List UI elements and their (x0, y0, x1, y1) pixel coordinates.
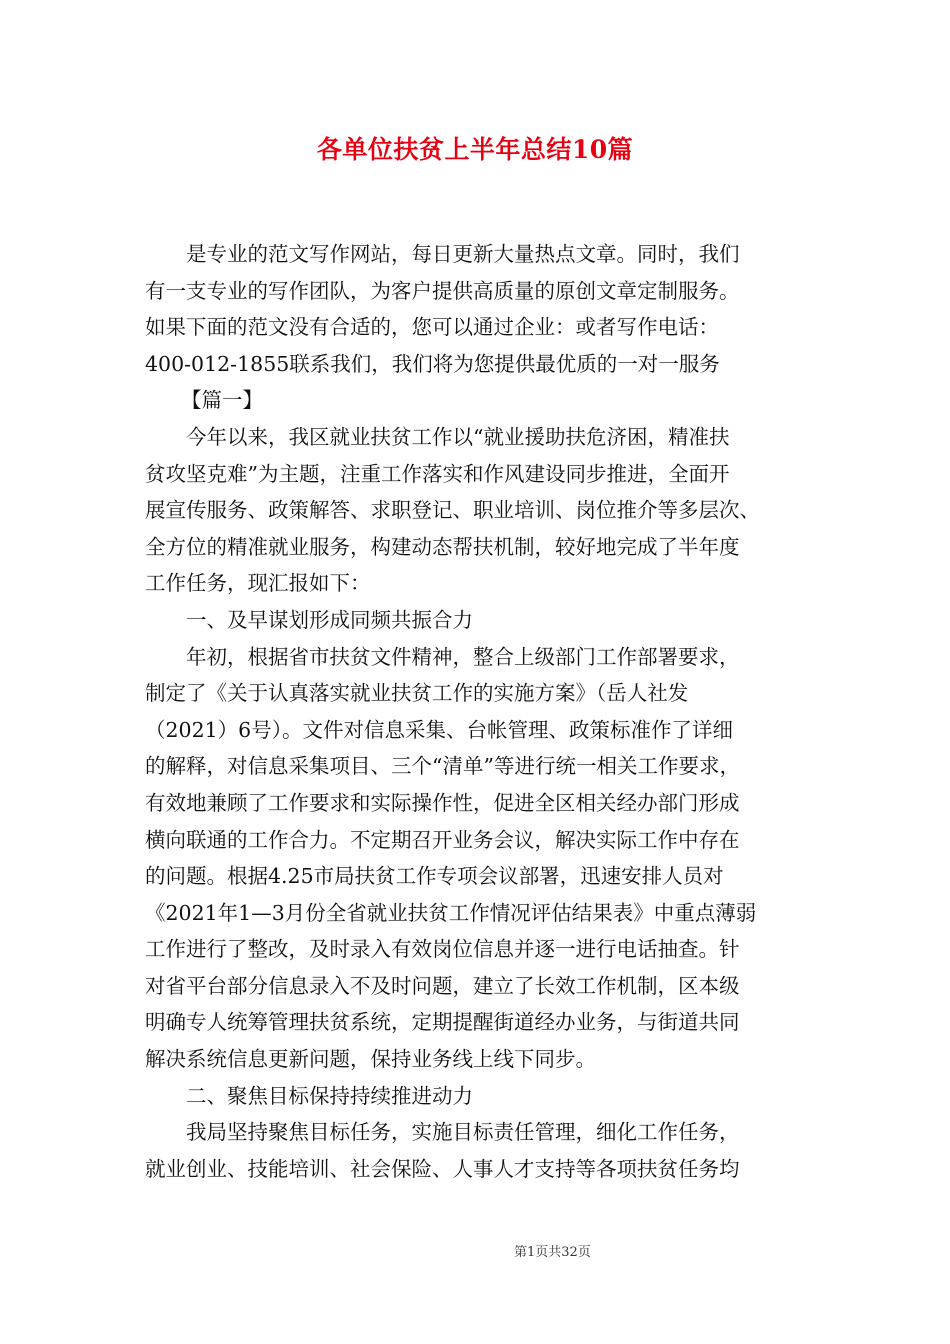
paragraph-line: 解决系统信息更新问题，保持业务线上线下同步。 (145, 1047, 596, 1072)
paragraph-line: 展宣传服务、政策解答、求职登记、职业培训、岗位推介等多层次、 (145, 498, 760, 523)
paragraph-line: 的解释，对信息采集项目、三个“清单”等进行统一相关工作要求， (145, 754, 740, 779)
intro-line: 是专业的范文写作网站，每日更新大量热点文章。同时，我们 (186, 242, 740, 266)
paragraph-line: 贫攻坚克难”为主题，注重工作落实和作风建设同步推进，全面开 (145, 461, 730, 486)
paragraph-line: 年初，根据省市扶贫文件精神，整合上级部门工作部署要求， (186, 644, 740, 669)
paragraph-line: 我局坚持聚焦目标任务，实施目标责任管理，细化工作任务， (186, 1120, 740, 1145)
paragraph-line: 全方位的精准就业服务，构建动态帮扶机制，较好地完成了半年度 (145, 534, 740, 559)
paragraph-line: 有效地兼顾了工作要求和实际操作性，促进全区相关经办部门形成 (145, 790, 740, 815)
intro-line: 400-012-1855联系我们，我们将为您提供最优质的一对一服务 (145, 351, 720, 376)
paragraph-line: 制定了《关于认真落实就业扶贫工作的实施方案》（岳人社发 (145, 681, 689, 706)
paragraph-line: 《2021年1—3月份全省就业扶贫工作情况评估结果表》中重点薄弱 (145, 900, 757, 925)
section-label: 【篇一】 (181, 388, 263, 413)
paragraph-line: 就业创业、技能培训、社会保险、人事人才支持等各项扶贫任务均 (145, 1156, 740, 1181)
paragraph-line: 横向联通的工作合力。不定期召开业务会议，解决实际工作中存在 (145, 827, 740, 852)
paragraph-line: 工作进行了整改，及时录入有效岗位信息并逐一进行电话抽查。针 (145, 937, 740, 962)
intro-line: 如果下面的范文没有合适的，您可以通过企业：或者写作电话： (145, 315, 719, 340)
page-footer: 第1页共32页 (514, 1245, 591, 1260)
heading-line: 一、及早谋划形成同频共振合力 (186, 607, 473, 632)
paragraph-line: 的问题。根据4.25市局扶贫工作专项会议部署，迅速安排人员对 (145, 864, 724, 889)
paragraph-line: 工作任务，现汇报如下： (145, 571, 371, 596)
document-title: 各单位扶贫上半年总结10篇 (316, 135, 634, 164)
paragraph-line: 对省平台部分信息录入不及时问题，建立了长效工作机制，区本级 (145, 973, 740, 998)
document-body (145, 236, 825, 1187)
paragraph-line: （2021）6号）。文件对信息采集、台帐管理、政策标准作了详细 (145, 717, 733, 742)
intro-line: 有一支专业的写作团队，为客户提供高质量的原创文章定制服务。 (145, 278, 740, 303)
heading-line: 二、聚焦目标保持持续推进动力 (186, 1083, 473, 1108)
paragraph-line: 明确专人统筹管理扶贫系统，定期提醒街道经办业务，与街道共同 (145, 1010, 740, 1035)
paragraph-line: 今年以来，我区就业扶贫工作以“就业援助扶危济困，精准扶 (186, 424, 730, 449)
